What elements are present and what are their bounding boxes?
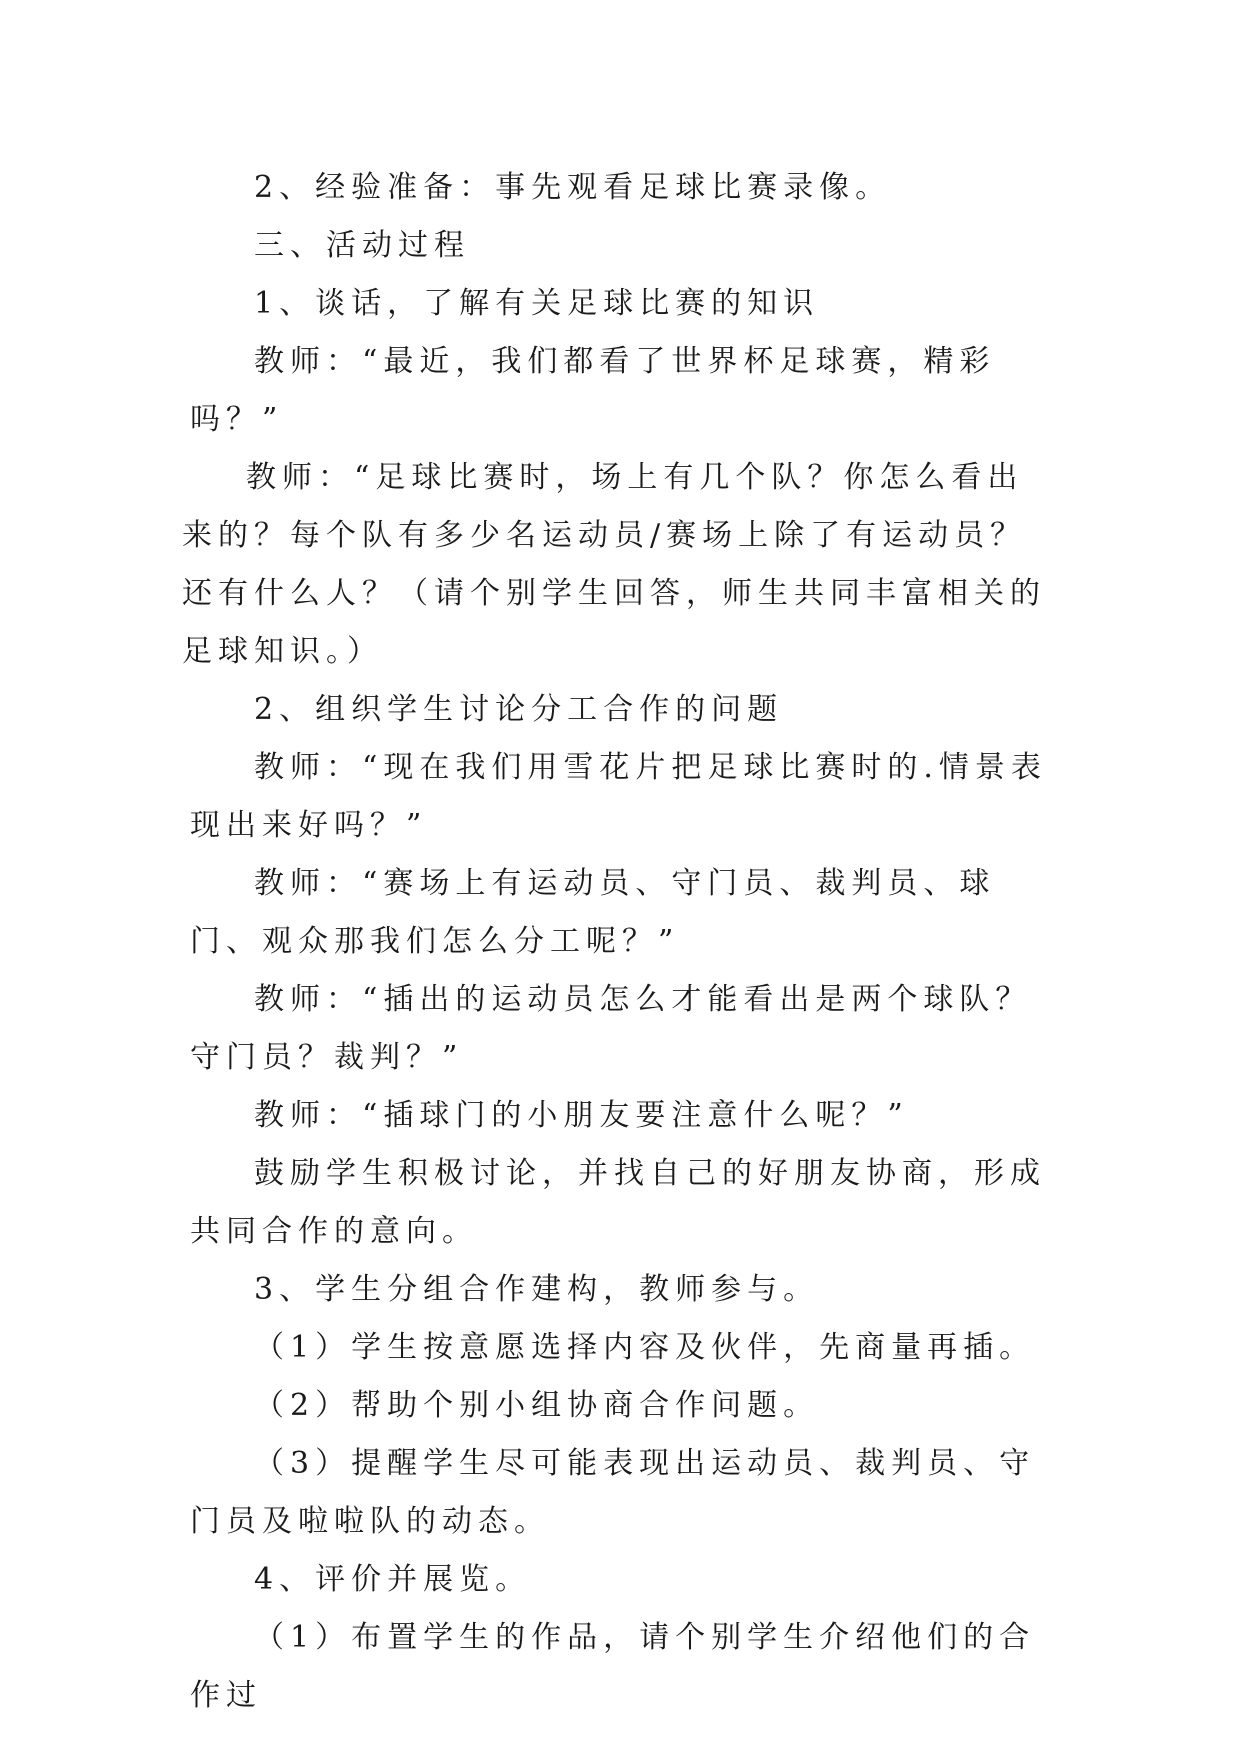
- step-heading-1: 1、谈话，了解有关足球比赛的知识: [254, 286, 820, 321]
- sub-item-3-2: （2）帮助个别小组协商合作问题。: [254, 1388, 820, 1423]
- sub-item-3-1: （1）学生按意愿选择内容及伙伴，先商量再插。: [254, 1330, 1036, 1365]
- paragraph-teacher-quote-1: 教师：“最近，我们都看了世界杯足球赛，精彩吗？”: [190, 344, 996, 437]
- sub-item-3-3: （3）提醒学生尽可能表现出运动员、裁判员、守门员及啦啦队的动态。: [190, 1446, 1036, 1539]
- document-body: [182, 159, 1050, 1725]
- paragraph-teacher-quote-5: 教师：“插出的运动员怎么才能看出是两个球队？守门员？裁判？”: [190, 982, 1032, 1075]
- paragraph-teacher-quote-2: 教师：“足球比赛时，场上有几个队？你怎么看出来的？每个队有多少名运动员/赛场上除了有运动员？还有什么人？（请个别学生回答，师生共同丰富相关的足球知识。）: [182, 460, 1046, 669]
- section-heading-activity-process: 三、活动过程: [254, 228, 470, 263]
- step-heading-2: 2、组织学生讨论分工合作的问题: [254, 692, 784, 727]
- sub-item-4-1: （1）布置学生的作品，请个别学生介绍他们的合作过: [190, 1620, 1036, 1713]
- step-heading-3: 3、学生分组合作建构，教师参与。: [254, 1272, 820, 1307]
- paragraph-encourage-discussion: 鼓励学生积极讨论，并找自己的好朋友协商，形成共同合作的意向。: [190, 1156, 1046, 1249]
- paragraph-teacher-quote-6: 教师：“插球门的小朋友要注意什么呢？”: [254, 1098, 909, 1133]
- paragraph-teacher-quote-4: 教师：“赛场上有运动员、守门员、裁判员、球门、观众那我们怎么分工呢？”: [190, 866, 996, 959]
- paragraph-prep-experience: 2、经验准备：事先观看足球比赛录像。: [254, 170, 892, 205]
- step-heading-4: 4、评价并展览。: [254, 1562, 532, 1597]
- paragraph-teacher-quote-3: 教师：“现在我们用雪花片把足球比赛时的.情景表现出来好吗？”: [190, 750, 1047, 843]
